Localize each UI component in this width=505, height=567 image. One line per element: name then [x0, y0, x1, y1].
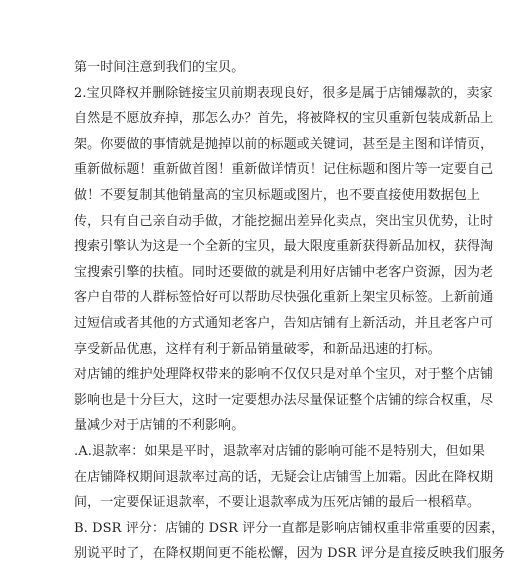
- text-line: 影响也是十分巨大，这时一定要想办法尽量保证整个店铺的综合权重，尽: [74, 392, 494, 408]
- text-line: 量减少对于店铺的不利影响。: [74, 418, 245, 434]
- document-body: [74, 55, 505, 562]
- text-line: 自然是不愿放弃掉，那怎么办？首先，将被降权的宝贝重新包装成新品上: [74, 111, 494, 127]
- text-line: 做！不要复制其他销量高的宝贝标题或图片，也不要直接使用数据包上: [74, 187, 481, 203]
- text-line: B. DSR 评分：店铺的 DSR 评分一直都是影响店铺权重非常重要的因素，: [74, 520, 505, 536]
- text-line: 重新做标题！重新做首图！重新做详情页！记住标题和图片等一定要自己: [74, 162, 494, 178]
- text-line: 宝搜索引擎的扶植。同时还要做的就是利用好店铺中老客户资源，因为老: [74, 264, 494, 280]
- text-line: 别说平时了，在降权期间更不能松懈，因为 DSR 评分是直接反映我们服务: [74, 546, 505, 562]
- text-line: 第一时间注意到我们的宝贝。: [74, 60, 245, 75]
- text-line: 搜索引擎认为这是一个全新的宝贝，最大限度重新获得新品加权，获得淘: [74, 239, 494, 255]
- text-line: 架。你要做的事情就是抛掉以前的标题或关键词，甚至是主图和详情页，: [74, 136, 494, 152]
- text-line: 享受新品优惠，这样有利于新品销量破零，和新品迅速的打标。: [74, 341, 441, 357]
- text-line: 在店铺降权期间退款率过高的话，无疑会让店铺雪上加霜。因此在降权期: [74, 469, 494, 485]
- text-line: 2.宝贝降权并删除链接宝贝前期表现良好，很多是属于店铺爆款的，卖家: [74, 85, 493, 101]
- text-line: 传，只有自己亲自动手做，才能挖掘出差异化卖点，突出宝贝优势，让时: [74, 213, 494, 229]
- text-line: 对店铺的维护处理降权带来的影响不仅仅只是对单个宝贝，对于整个店铺: [74, 367, 494, 383]
- text-line: 间，一定要保证退款率，不要让退款率成为压死店铺的最后一根稻草。: [74, 495, 481, 511]
- text-line: 过短信或者其他的方式通知老客户，告知店铺有上新活动，并且老客户可: [74, 315, 494, 331]
- text-line: 客户自带的人群标签恰好可以帮助尽快强化重新上架宝贝标签。上新前通: [74, 290, 494, 306]
- text-line: .A.退款率：如果是平时，退款率对店铺的影响可能不是特别大，但如果: [74, 443, 485, 459]
